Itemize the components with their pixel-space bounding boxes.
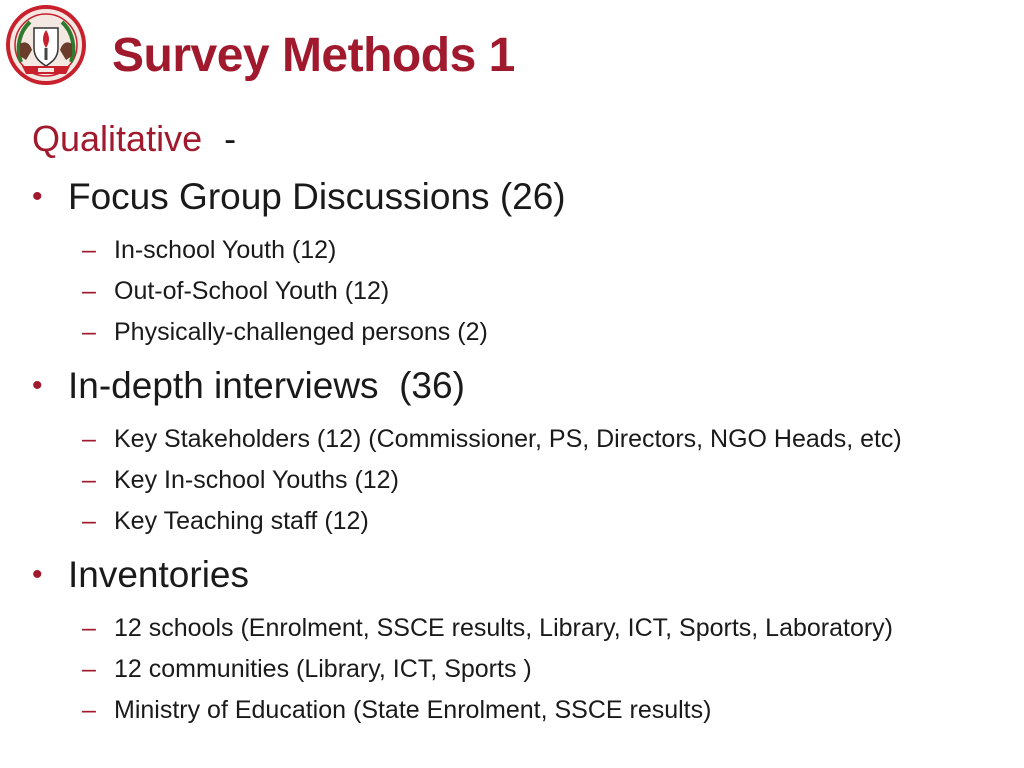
dash-icon: – xyxy=(82,236,96,264)
dash-icon: – xyxy=(82,507,96,535)
sub-bullet xyxy=(32,608,1012,649)
bullet-dot-icon: • xyxy=(32,369,43,402)
sub-bullet-text: Out-of-School Youth (12) xyxy=(114,277,390,305)
bullet-focus-group xyxy=(32,164,1012,230)
dash-icon: – xyxy=(82,318,96,346)
sub-bullet-text: Ministry of Education (State Enrolment, SSCE results) xyxy=(114,696,712,724)
sub-bullet-text: Physically-challenged persons (2) xyxy=(114,318,488,346)
bullet-dot-icon: • xyxy=(32,558,43,591)
sub-bullet xyxy=(32,460,1012,501)
sub-bullet xyxy=(32,419,1012,460)
bullet-heading: Focus Group Discussions (26) xyxy=(68,176,566,217)
dash-icon: – xyxy=(82,425,96,453)
slide-body xyxy=(32,114,1012,731)
crest-icon xyxy=(4,4,88,86)
sub-bullet xyxy=(32,312,1012,353)
sub-bullet-text: Key In-school Youths (12) xyxy=(114,466,399,494)
bullet-heading: In-depth interviews (36) xyxy=(68,365,465,406)
slide-title: Survey Methods 1 xyxy=(112,29,515,82)
dash-icon: – xyxy=(82,696,96,724)
intro-line xyxy=(32,114,1012,164)
sub-bullet-text: 12 communities (Library, ICT, Sports ) xyxy=(114,655,532,683)
sub-bullet-text: In-school Youth (12) xyxy=(114,236,337,264)
sub-bullet xyxy=(32,501,1012,542)
sub-bullet-text: Key Stakeholders (12) (Commissioner, PS, Directors, NGO Heads, etc) xyxy=(114,425,902,453)
qualitative-label: Qualitative xyxy=(32,118,203,159)
dash-icon: – xyxy=(82,614,96,642)
sub-bullet xyxy=(32,271,1012,312)
sub-bullet xyxy=(32,230,1012,271)
intro-dash: - xyxy=(224,118,237,159)
bullet-heading: Inventories xyxy=(68,554,249,595)
sub-bullet xyxy=(32,690,1012,731)
dash-icon: – xyxy=(82,655,96,683)
sub-bullet-text: Key Teaching staff (12) xyxy=(114,507,369,535)
sub-bullet xyxy=(32,649,1012,690)
bullet-in-depth-interviews xyxy=(32,353,1012,419)
sub-bullet-text: 12 schools (Enrolment, SSCE results, Library, ICT, Sports, Laboratory) xyxy=(114,614,894,642)
bullet-dot-icon: • xyxy=(32,180,43,213)
bullet-inventories xyxy=(32,542,1012,608)
dash-icon: – xyxy=(82,277,96,305)
dash-icon: – xyxy=(82,466,96,494)
